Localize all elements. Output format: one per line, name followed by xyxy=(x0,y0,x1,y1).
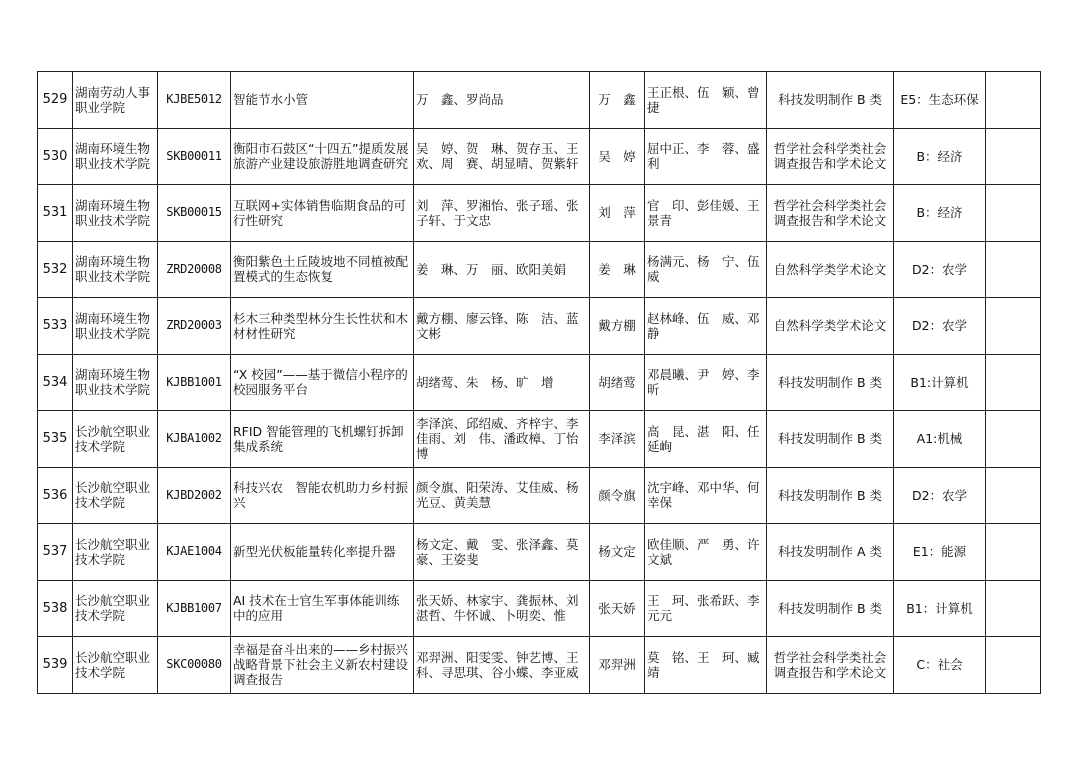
school-name-cell: 长沙航空职业技术学院 xyxy=(73,467,158,524)
advisors-cell: 高 昆、湛 阳、任延峋 xyxy=(645,411,767,468)
team-leader-cell: 张天娇 xyxy=(590,580,645,637)
table-row xyxy=(38,354,1041,411)
team-members-cell: 戴方棚、廖云锋、陈 洁、蓝文彬 xyxy=(414,298,590,355)
advisors-cell: 欧佳顺、严 勇、许文斌 xyxy=(645,524,767,581)
team-leader-cell: 胡绪莺 xyxy=(590,354,645,411)
school-name-cell: 湖南环境生物职业技术学院 xyxy=(73,128,158,185)
row-number-cell: 537 xyxy=(38,524,73,581)
row-number-cell: 529 xyxy=(38,72,73,129)
team-leader-cell: 邓羿洲 xyxy=(590,637,645,694)
row-number-cell: 530 xyxy=(38,128,73,185)
team-leader-cell: 戴方棚 xyxy=(590,298,645,355)
project-title-cell: 杉木三种类型林分生长性状和木材材性研究 xyxy=(231,298,414,355)
table-row xyxy=(38,72,1041,129)
advisors-cell: 官 印、彭佳媛、王景青 xyxy=(645,185,767,242)
team-leader-cell: 李泽滨 xyxy=(590,411,645,468)
team-members-cell: 吴 婷、贺 琳、贺存玉、王 欢、周 赛、胡显晴、贺紫轩 xyxy=(414,128,590,185)
advisors-cell: 赵林峰、伍 威、邓 静 xyxy=(645,298,767,355)
school-name-cell: 湖南劳动人事职业学院 xyxy=(73,72,158,129)
team-leader-cell: 万 鑫 xyxy=(590,72,645,129)
row-number-cell: 533 xyxy=(38,298,73,355)
row-number-cell: 531 xyxy=(38,185,73,242)
subject-field-cell: E1：能源 xyxy=(894,524,986,581)
project-code-cell: KJBD2002 xyxy=(158,467,231,524)
subject-field-cell: E5：生态环保 xyxy=(894,72,986,129)
team-members-cell: 刘 萍、罗湘怡、张子瑶、张子轩、于文忠 xyxy=(414,185,590,242)
award-category-cell: 自然科学类学术论文 xyxy=(767,241,894,298)
project-code-cell: KJBB1001 xyxy=(158,354,231,411)
award-category-cell: 科技发明制作 B 类 xyxy=(767,72,894,129)
subject-field-cell: B1：计算机 xyxy=(894,580,986,637)
school-name-cell: 湖南环境生物职业技术学院 xyxy=(73,298,158,355)
team-leader-cell: 杨文定 xyxy=(590,524,645,581)
advisors-cell: 杨满元、杨 宁、伍 威 xyxy=(645,241,767,298)
row-number-cell: 538 xyxy=(38,580,73,637)
table-row xyxy=(38,467,1041,524)
school-name-cell: 湖南环境生物职业技术学院 xyxy=(73,241,158,298)
project-code-cell: SKB00011 xyxy=(158,128,231,185)
table-row xyxy=(38,241,1041,298)
table-row xyxy=(38,524,1041,581)
project-title-cell: 幸福是奋斗出来的——乡村振兴战略背景下社会主义新农村建设调查报告 xyxy=(231,637,414,694)
table-row xyxy=(38,580,1041,637)
subject-field-cell: D2：农学 xyxy=(894,467,986,524)
award-category-cell: 科技发明制作 A 类 xyxy=(767,524,894,581)
subject-field-cell: D2：农学 xyxy=(894,241,986,298)
row-number-cell: 539 xyxy=(38,637,73,694)
team-members-cell: 邓羿洲、阳雯雯、钟艺博、王 科、寻思琪、谷小蝶、李亚威 xyxy=(414,637,590,694)
award-category-cell: 哲学社会科学类社会调查报告和学术论文 xyxy=(767,128,894,185)
school-name-cell: 长沙航空职业技术学院 xyxy=(73,580,158,637)
blank-cell xyxy=(986,524,1041,581)
table-row xyxy=(38,637,1041,694)
advisors-cell: 邓晨曦、尹 婷、李 昕 xyxy=(645,354,767,411)
project-title-cell: AI 技术在士官生军事体能训练中的应用 xyxy=(231,580,414,637)
row-number-cell: 532 xyxy=(38,241,73,298)
subject-field-cell: A1:机械 xyxy=(894,411,986,468)
school-name-cell: 长沙航空职业技术学院 xyxy=(73,524,158,581)
table-body xyxy=(38,72,1041,694)
project-code-cell: ZRD20008 xyxy=(158,241,231,298)
table-row xyxy=(38,411,1041,468)
award-category-cell: 哲学社会科学类社会调查报告和学术论文 xyxy=(767,185,894,242)
blank-cell xyxy=(986,637,1041,694)
team-members-cell: 姜 琳、万 丽、欧阳美娟 xyxy=(414,241,590,298)
project-code-cell: SKC00080 xyxy=(158,637,231,694)
blank-cell xyxy=(986,467,1041,524)
award-category-cell: 自然科学类学术论文 xyxy=(767,298,894,355)
advisors-cell: 莫 铭、王 珂、臧 靖 xyxy=(645,637,767,694)
team-leader-cell: 刘 萍 xyxy=(590,185,645,242)
blank-cell xyxy=(986,72,1041,129)
blank-cell xyxy=(986,128,1041,185)
project-code-cell: SKB00015 xyxy=(158,185,231,242)
school-name-cell: 湖南环境生物职业技术学院 xyxy=(73,354,158,411)
row-number-cell: 536 xyxy=(38,467,73,524)
awards-table xyxy=(37,71,1041,694)
table-row xyxy=(38,185,1041,242)
school-name-cell: 长沙航空职业技术学院 xyxy=(73,411,158,468)
school-name-cell: 湖南环境生物职业技术学院 xyxy=(73,185,158,242)
team-members-cell: 颜令旗、阳荣涛、艾佳威、杨光豆、黄美慧 xyxy=(414,467,590,524)
award-category-cell: 科技发明制作 B 类 xyxy=(767,411,894,468)
award-category-cell: 科技发明制作 B 类 xyxy=(767,580,894,637)
table-row xyxy=(38,128,1041,185)
team-members-cell: 张天娇、林家宇、龚振林、刘湛哲、牛怀诚、卜明奕、惟 xyxy=(414,580,590,637)
project-title-cell: 衡阳紫色土丘陵坡地不同植被配置模式的生态恢复 xyxy=(231,241,414,298)
project-code-cell: KJBA1002 xyxy=(158,411,231,468)
team-leader-cell: 姜 琳 xyxy=(590,241,645,298)
award-category-cell: 科技发明制作 B 类 xyxy=(767,354,894,411)
project-title-cell: 智能节水小管 xyxy=(231,72,414,129)
project-title-cell: RFID 智能管理的飞机螺钉拆卸集成系统 xyxy=(231,411,414,468)
advisors-cell: 王正根、伍 颖、曾 捷 xyxy=(645,72,767,129)
project-title-cell: 互联网+实体销售临期食品的可行性研究 xyxy=(231,185,414,242)
team-members-cell: 胡绪莺、朱 杨、旷 增 xyxy=(414,354,590,411)
subject-field-cell: B：经济 xyxy=(894,185,986,242)
blank-cell xyxy=(986,241,1041,298)
project-code-cell: ZRD20003 xyxy=(158,298,231,355)
subject-field-cell: B1:计算机 xyxy=(894,354,986,411)
subject-field-cell: D2：农学 xyxy=(894,298,986,355)
team-leader-cell: 颜令旗 xyxy=(590,467,645,524)
advisors-cell: 沈宇峰、邓中华、何幸保 xyxy=(645,467,767,524)
project-title-cell: 衡阳市石鼓区“十四五”提质发展旅游产业建设旅游胜地调查研究 xyxy=(231,128,414,185)
advisors-cell: 屈中正、李 蓉、盛 利 xyxy=(645,128,767,185)
blank-cell xyxy=(986,185,1041,242)
row-number-cell: 535 xyxy=(38,411,73,468)
project-title-cell: 科技兴农 智能农机助力乡村振兴 xyxy=(231,467,414,524)
award-category-cell: 哲学社会科学类社会调查报告和学术论文 xyxy=(767,637,894,694)
row-number-cell: 534 xyxy=(38,354,73,411)
blank-cell xyxy=(986,411,1041,468)
blank-cell xyxy=(986,298,1041,355)
project-code-cell: KJBE5012 xyxy=(158,72,231,129)
project-code-cell: KJBB1007 xyxy=(158,580,231,637)
project-code-cell: KJAE1004 xyxy=(158,524,231,581)
table-row xyxy=(38,298,1041,355)
team-members-cell: 李泽滨、邱绍威、齐梓宇、李佳雨、刘 伟、潘政樟、丁怡博 xyxy=(414,411,590,468)
project-title-cell: 新型光伏板能量转化率提升器 xyxy=(231,524,414,581)
award-category-cell: 科技发明制作 B 类 xyxy=(767,467,894,524)
advisors-cell: 王 珂、张希跃、李元元 xyxy=(645,580,767,637)
school-name-cell: 长沙航空职业技术学院 xyxy=(73,637,158,694)
subject-field-cell: B：经济 xyxy=(894,128,986,185)
project-title-cell: “X 校园”——基于微信小程序的校园服务平台 xyxy=(231,354,414,411)
team-members-cell: 万 鑫、罗尚品 xyxy=(414,72,590,129)
team-members-cell: 杨文定、戴 雯、张泽鑫、莫 豪、王姿斐 xyxy=(414,524,590,581)
blank-cell xyxy=(986,354,1041,411)
subject-field-cell: C：社会 xyxy=(894,637,986,694)
team-leader-cell: 吴 婷 xyxy=(590,128,645,185)
blank-cell xyxy=(986,580,1041,637)
